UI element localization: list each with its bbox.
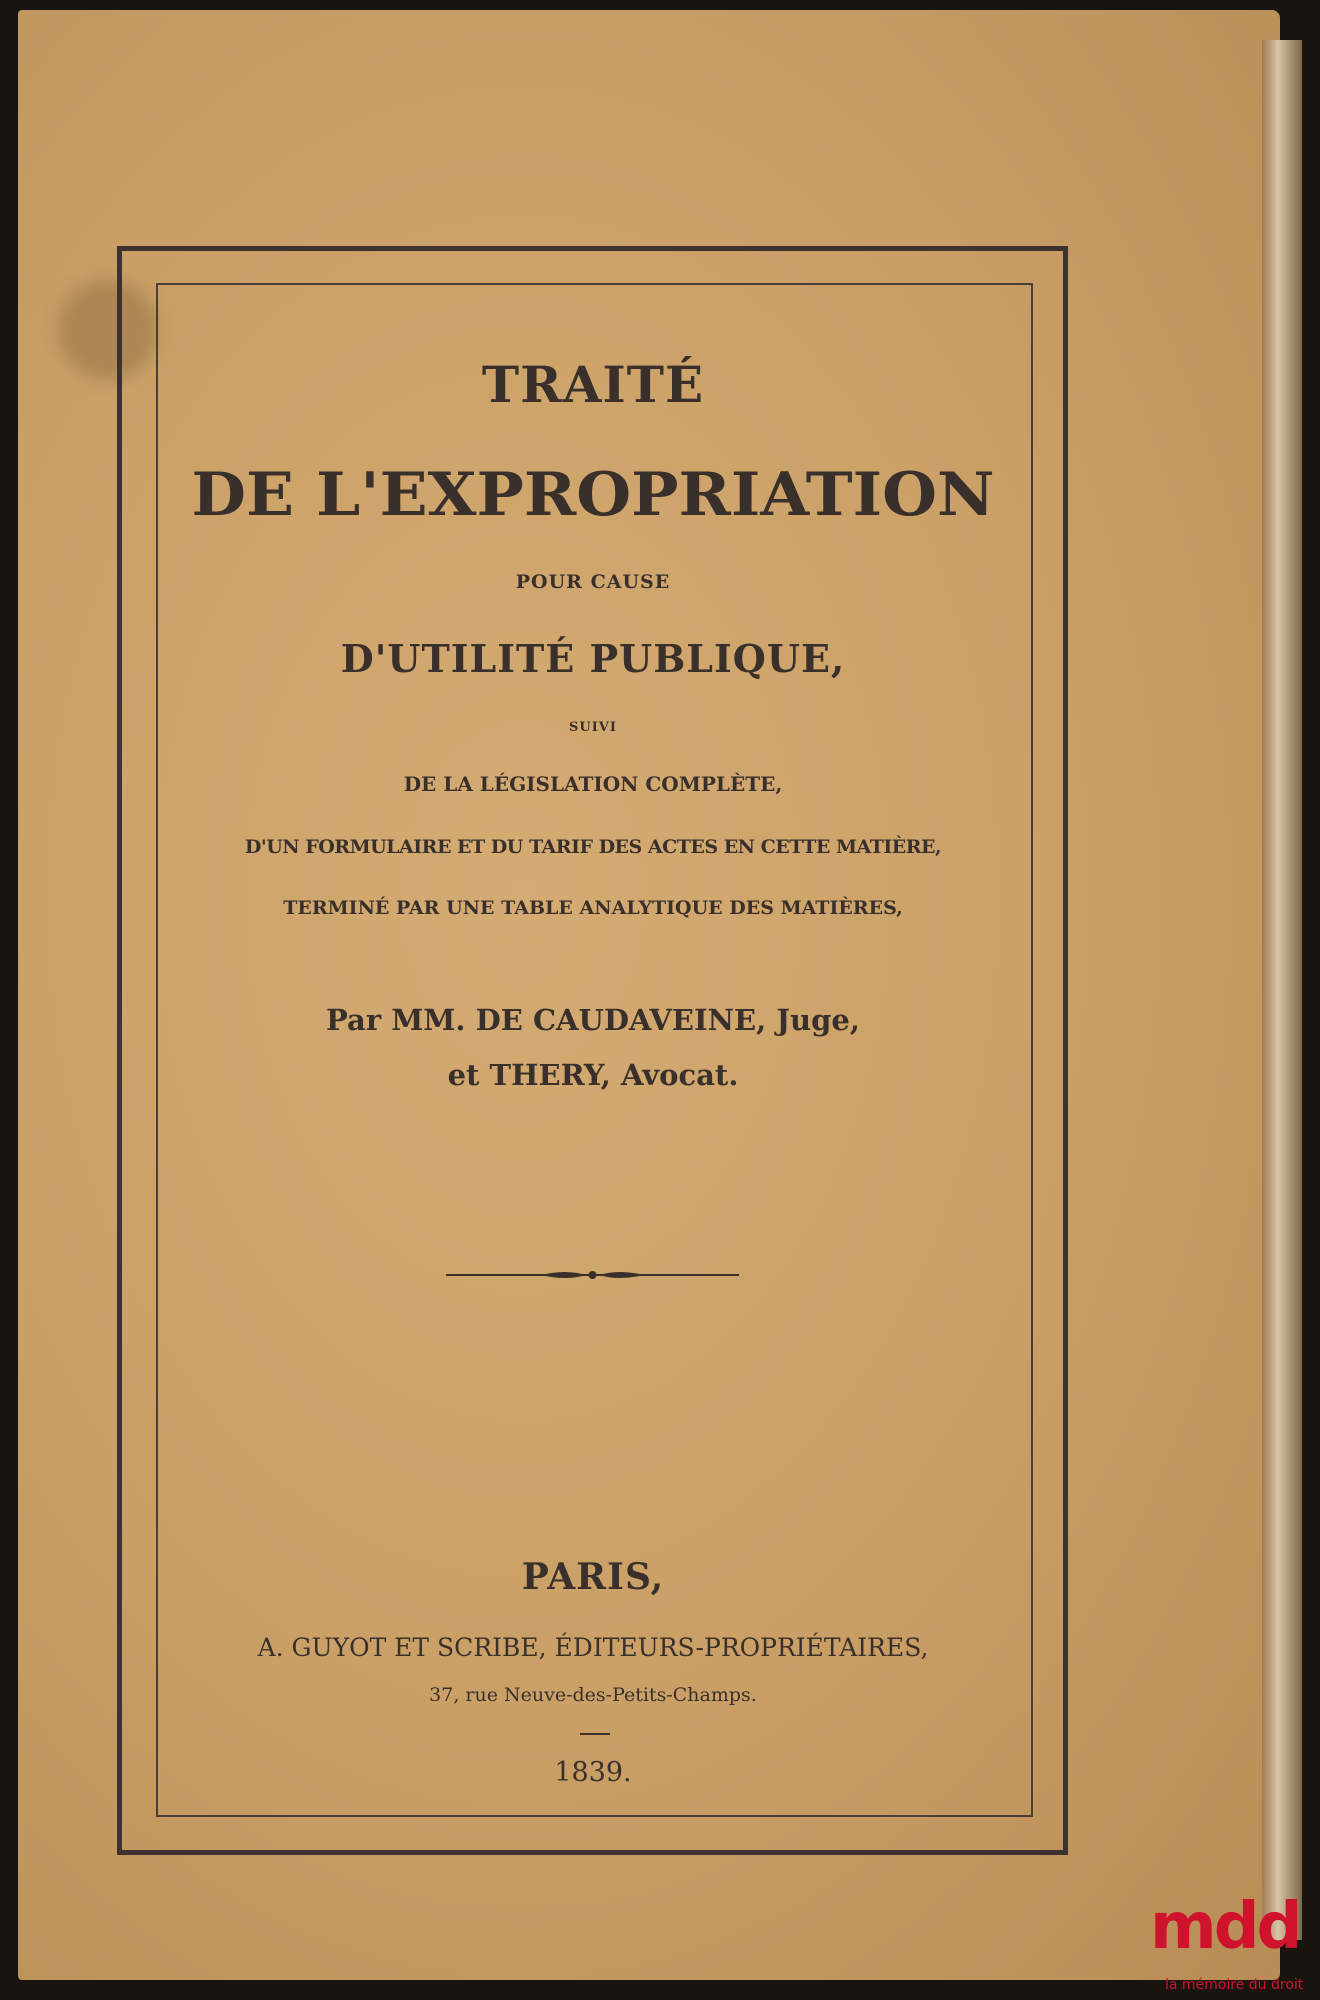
- logo-mark: mdd: [1150, 1890, 1300, 1964]
- title-utilite-publique: D'UTILITÉ PUBLIQUE,: [340, 636, 846, 681]
- title-pour-cause: POUR CAUSE: [515, 571, 671, 593]
- publisher: A. GUYOT ET SCRIBE, ÉDITEURS-PROPRIÉTAIRES,: [257, 1633, 929, 1662]
- page-edges: [1262, 40, 1302, 1940]
- subtitle-formulaire: D'UN FORMULAIRE ET DU TARIF DES ACTES EN CETTE MATIÈRE,: [244, 836, 942, 858]
- authors-line-2: et THERY, Avocat.: [447, 1058, 739, 1092]
- year: 1839.: [554, 1757, 632, 1788]
- subtitle-table: TERMINÉ PAR UNE TABLE ANALYTIQUE DES MATIÈRES,: [283, 897, 903, 919]
- logo-tagline: la mémoire du droit: [1165, 1977, 1304, 1993]
- mdd-watermark-logo: [1150, 1890, 1320, 1995]
- short-rule: [580, 1733, 610, 1735]
- publisher-address: 37, rue Neuve-des-Petits-Champs.: [429, 1684, 757, 1706]
- title-expropriation: DE L'EXPROPRIATION: [191, 460, 995, 530]
- authors-line-1: Par MM. DE CAUDAVEINE, Juge,: [326, 1003, 860, 1037]
- subtitle-legislation: DE LA LÉGISLATION COMPLÈTE,: [403, 772, 783, 796]
- city-paris: PARIS,: [521, 1556, 665, 1598]
- ornament-rule: [446, 1268, 739, 1282]
- title-traite: TRAITÉ: [481, 355, 705, 414]
- suivi-text: SUIVI: [569, 720, 617, 735]
